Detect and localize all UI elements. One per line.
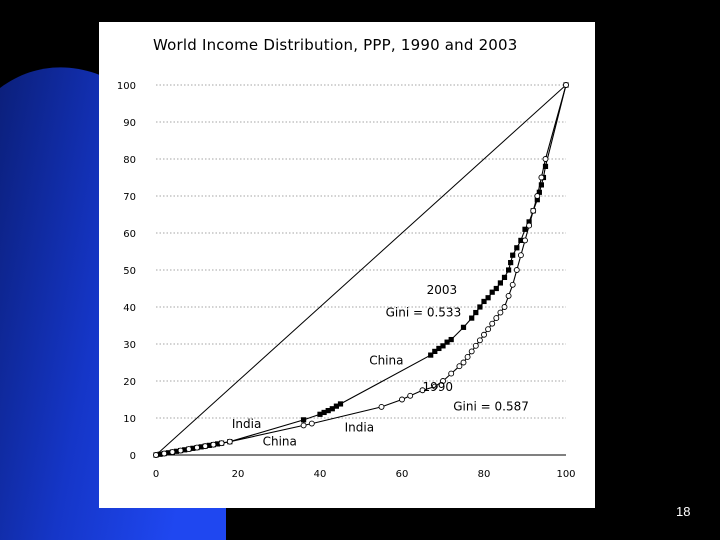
- data-point-square: [510, 253, 515, 258]
- lorenz-chart: [99, 22, 595, 508]
- annotation-label: India: [231, 416, 262, 431]
- y-tick-label: 70: [123, 192, 136, 203]
- y-tick-label: 40: [123, 303, 136, 314]
- data-point-circle: [494, 316, 499, 321]
- data-point-circle: [490, 321, 495, 326]
- x-tick-label: 0: [152, 469, 160, 480]
- data-point-circle: [227, 439, 232, 444]
- data-point-circle: [473, 343, 478, 348]
- data-point-square: [486, 295, 491, 300]
- data-point-square: [514, 245, 519, 250]
- slide-number: 18: [676, 504, 691, 519]
- data-point-circle: [178, 448, 183, 453]
- data-point-circle: [219, 441, 224, 446]
- data-point-circle: [518, 253, 523, 258]
- data-point-circle: [309, 421, 314, 426]
- x-tick-label: 100: [556, 469, 576, 480]
- annotation-label: Gini = 0.533: [385, 305, 462, 320]
- y-tick-label: 0: [129, 451, 136, 462]
- x-tick-label: 60: [395, 469, 409, 480]
- data-point-circle: [523, 238, 528, 243]
- data-point-circle: [531, 208, 536, 213]
- y-tick-label: 50: [123, 266, 136, 277]
- data-point-circle: [170, 450, 175, 455]
- annotation-label: Gini = 0.587: [453, 399, 529, 414]
- data-point-circle: [211, 442, 216, 447]
- data-point-square: [522, 227, 527, 232]
- data-point-square: [461, 325, 466, 330]
- data-point-square: [506, 267, 511, 272]
- data-point-circle: [514, 268, 519, 273]
- chart-title: World Income Distribution, PPP, 1990 and 2003: [153, 36, 518, 54]
- y-tick-label: 20: [123, 377, 136, 388]
- data-point-circle: [498, 310, 503, 315]
- data-point-circle: [400, 397, 405, 402]
- annotation-label: India: [344, 420, 375, 435]
- y-tick-label: 100: [116, 81, 136, 92]
- data-point-circle: [379, 404, 384, 409]
- data-point-circle: [539, 175, 544, 180]
- data-point-square: [494, 286, 499, 291]
- data-point-circle: [510, 282, 515, 287]
- data-point-square: [469, 316, 474, 321]
- data-point-circle: [186, 447, 191, 452]
- data-point-circle: [301, 423, 306, 428]
- y-tick-label: 10: [123, 414, 136, 425]
- annotation-label: 1990: [422, 379, 454, 394]
- y-tick-label: 30: [123, 340, 136, 351]
- data-point-circle: [162, 451, 167, 456]
- data-point-circle: [195, 445, 200, 450]
- data-point-square: [449, 337, 454, 342]
- data-point-circle: [461, 360, 466, 365]
- data-point-circle: [535, 194, 540, 199]
- annotation-label: 2003: [426, 283, 458, 298]
- data-point-square: [502, 275, 507, 280]
- data-point-circle: [482, 332, 487, 337]
- data-point-square: [338, 401, 343, 406]
- data-point-square: [301, 417, 306, 422]
- data-point-circle: [449, 371, 454, 376]
- data-point-circle: [154, 453, 159, 458]
- annotation-label: China: [369, 353, 404, 368]
- data-point-square: [508, 260, 513, 265]
- data-point-circle: [543, 157, 548, 162]
- y-tick-label: 80: [123, 155, 136, 166]
- data-point-circle: [469, 349, 474, 354]
- y-tick-label: 90: [123, 118, 136, 129]
- x-tick-label: 40: [313, 469, 327, 480]
- data-point-circle: [203, 444, 208, 449]
- y-tick-label: 60: [123, 229, 136, 240]
- data-point-square: [477, 304, 482, 309]
- annotation-label: China: [262, 434, 297, 449]
- data-point-circle: [465, 354, 470, 359]
- data-point-circle: [506, 293, 511, 298]
- data-point-circle: [527, 223, 532, 228]
- x-tick-label: 80: [477, 469, 491, 480]
- data-point-square: [473, 310, 478, 315]
- data-point-circle: [564, 83, 569, 88]
- data-point-circle: [486, 327, 491, 332]
- chart-panel: [99, 22, 595, 508]
- data-point-square: [498, 280, 503, 285]
- data-point-circle: [502, 305, 507, 310]
- x-tick-label: 20: [231, 469, 245, 480]
- data-point-circle: [457, 364, 462, 369]
- data-point-circle: [477, 338, 482, 343]
- data-point-circle: [408, 393, 413, 398]
